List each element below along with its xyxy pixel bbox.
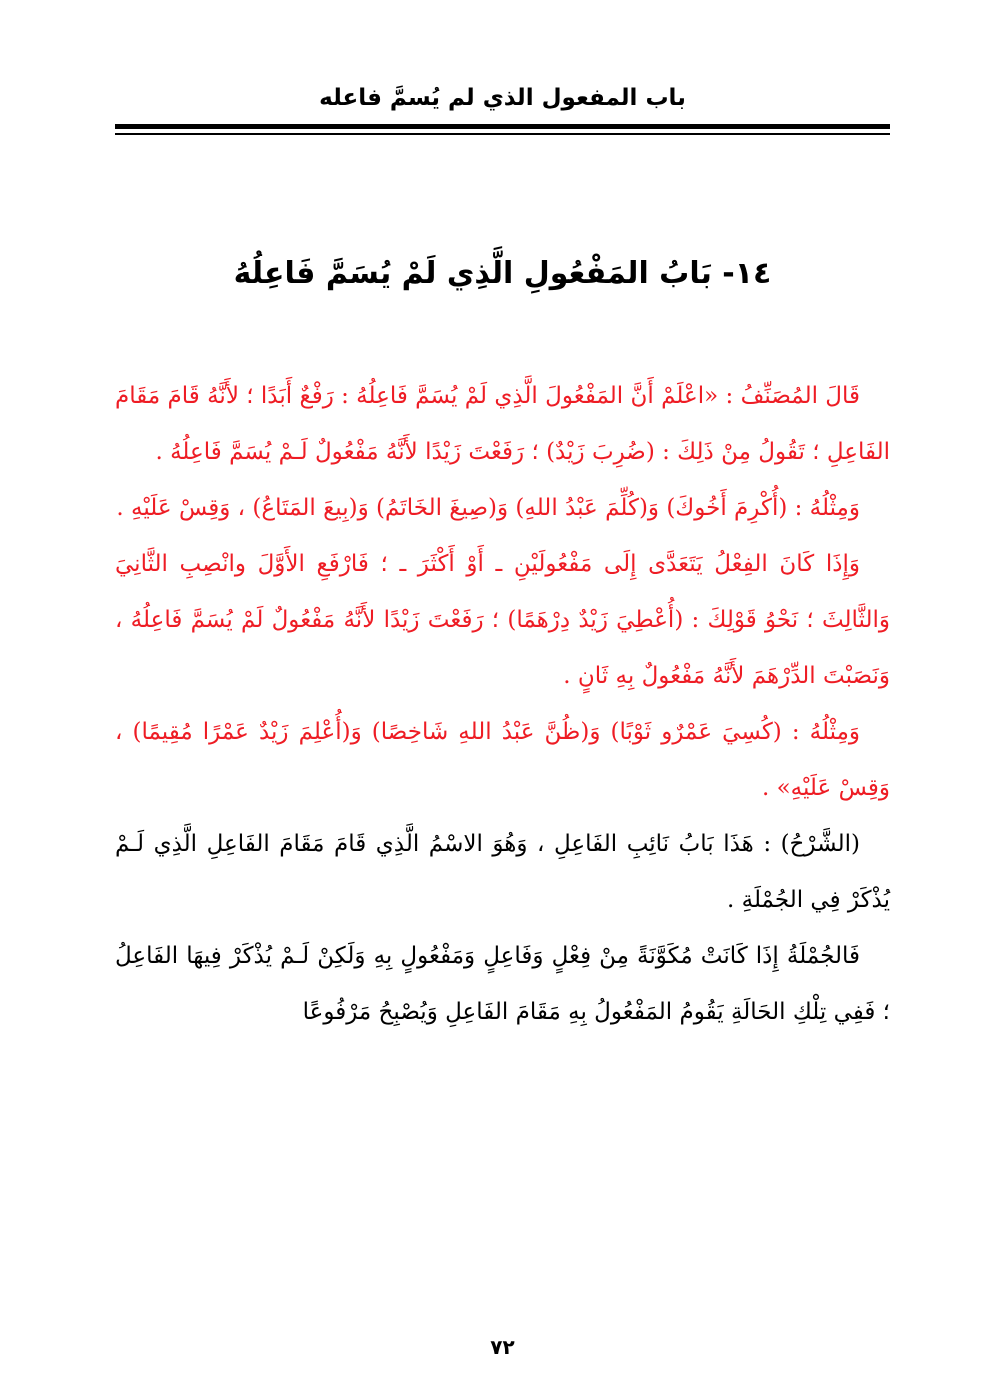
body-text <box>115 368 890 1040</box>
commentary-paragraph: فَالجُمْلَةُ إِذَا كَانَتْ مُكَوَّنَةً مِنْ فِعْلٍ وَفَاعِلٍ وَمَفْعُولٍ بِهِ وَلَكِنْ لَـمْ يُذْكَرْ فِيهَا الفَاعِلُ ؛ فَفِي تِلْكِ الحَالَةِ يَقُومُ المَفْعُولُ بِهِ مَقَامَ الفَاعِلِ وَيُصْبِحُ مَرْفُوعًا <box>115 943 890 1025</box>
quoted-paragraph: وَمِثْلُهُ : (أُكْرِمَ أَخُوكَ) وَ(كُلِّمَ عَبْدُ اللهِ) وَ(صِيغَ الخَاتَمُ) وَ(بِيعَ المَتَاعُ) ، وَقِسْ عَلَيْهِ . <box>116 495 860 521</box>
quoted-paragraph: وَمِثْلُهُ : (كُسِيَ عَمْرٌو ثَوْبًا) وَ(ظُنَّ عَبْدُ اللهِ شَاخِصًا) وَ(أُعْلِمَ زَيْدٌ عَمْرًا مُقِيمًا) ، وَقِسْ عَلَيْهِ» . <box>115 719 890 801</box>
quoted-paragraph: وَإِذَا كَانَ الفِعْلُ يَتَعَدَّى إِلَى مَفْعُولَيْنِ ـ أَوْ أَكْثَرَ ـ ؛ فَارْفَعِ الأَوَّلَ وانْصِبِ الثَّانِيَ وَالثَّالِثَ ؛ نَحْوُ قَوْلِكَ : (أُعْطِيَ زَيْدٌ دِرْهَمًا) ؛ رَفَعْتَ زَيْدًا لأَنَّهُ مَفْعُولٌ لَمْ يُسَمَّ فَاعِلُهُ ، وَنَصَبْتَ الدِّرْهَمَ لأَنَّهُ مَفْعُولٌ بِهِ ثَانٍ . <box>115 551 890 689</box>
commentary-paragraph: (الشَّرْحُ) : هَذَا بَابُ نَائِبِ الفَاعِلِ ، وَهُوَ الاسْمُ الَّذِي قَامَ مَقَامَ الفَاعِلِ الَّذِي لَـمْ يُذْكَرْ فِي الجُمْلَةِ . <box>115 831 890 913</box>
page-number: ٧٢ <box>490 1335 515 1359</box>
header-rule-thin <box>115 133 890 135</box>
header-rule-thick <box>115 124 890 129</box>
quoted-paragraph: قَالَ المُصَنِّفُ : «اعْلَمْ أَنَّ المَفْعُولَ الَّذِي لَمْ يُسَمَّ فَاعِلُهُ : رَفْعٌ أَبَدًا ؛ لأَنَّهُ قَامَ مَقَامَ الفَاعِلِ ؛ تَقُولُ مِنْ ذَلِكَ : (ضُرِبَ زَيْدٌ) ؛ رَفَعْتَ زَيْدًا لأَنَّهُ مَفْعُولٌ لَـمْ يُسَمَّ فَاعِلُهُ . <box>115 383 890 465</box>
chapter-title: ١٤- بَابُ المَفْعُولِ الَّذِي لَمْ يُسَمَّ فَاعِلُهُ <box>233 256 772 291</box>
running-header: باب المفعول الذي لم يُسمَّ فاعله <box>319 85 686 111</box>
